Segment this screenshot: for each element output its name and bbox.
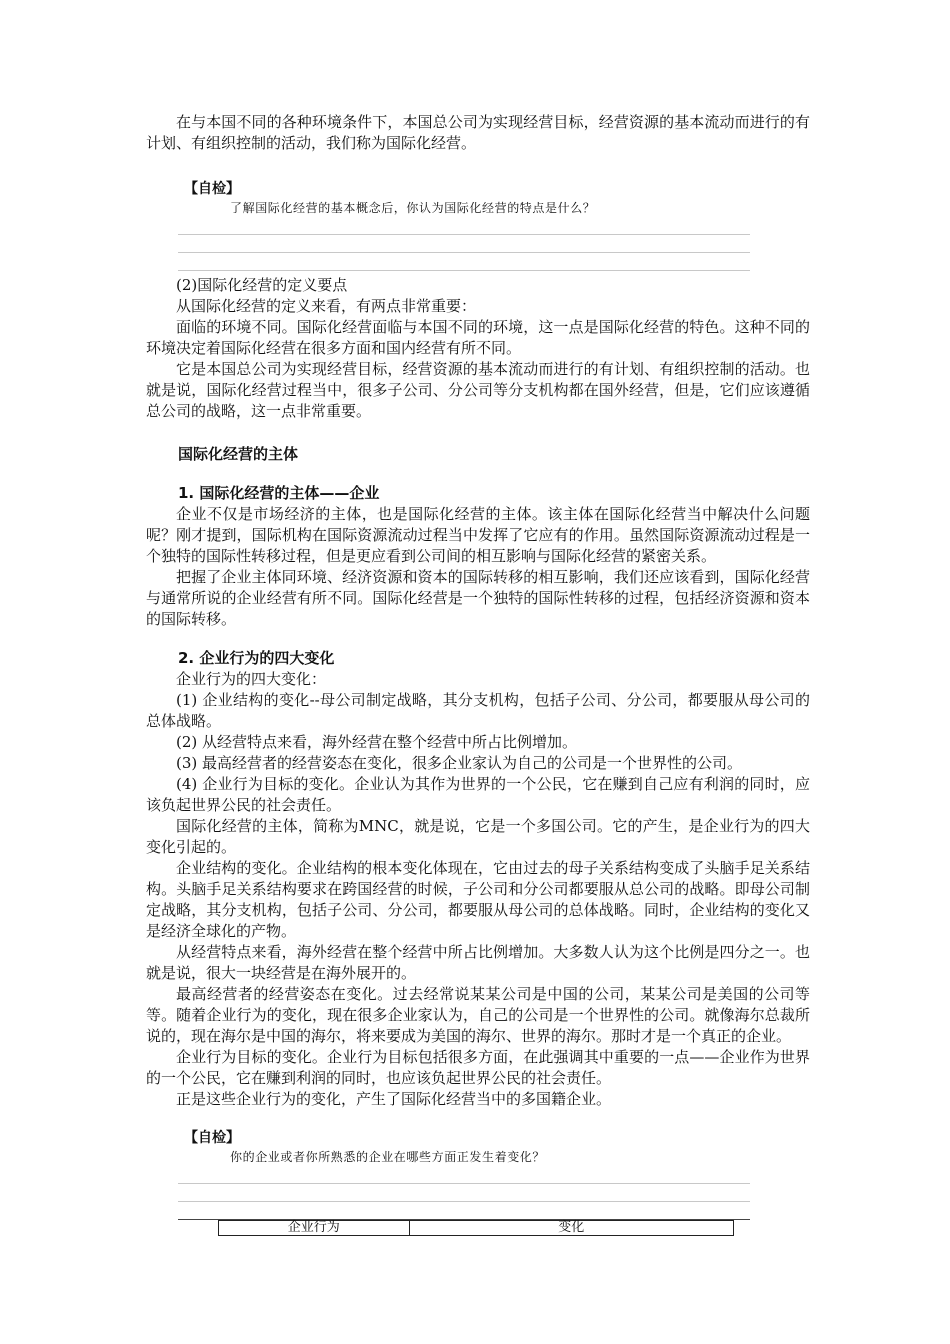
answer-lines[interactable] xyxy=(178,1166,750,1220)
table-header-row xyxy=(219,1221,734,1236)
list-item: (2) 从经营特点来看，海外经营在整个经营中所占比例增加。 xyxy=(176,733,578,751)
selfcheck-title: 【自检】 xyxy=(184,1130,240,1146)
definition-title: (2)国际化经营的定义要点 xyxy=(176,276,348,294)
definition-point: 它是本国总公司为实现经营目标，经营资源的基本流动而进行的有计划、有组织控制的活动。也就是说，国际化经营过程当中，很多子公司、分公司等分支机构都在国外经营，但是，它们应该遵循总公司的战略，这一点非常重要。 xyxy=(146,360,810,420)
paragraph: 企业行为目标的变化。企业行为目标包括很多方面，在此强调其中重要的一点——企业作为世界的一个公民，它在赚到利润的同时，也应该负起世界公民的社会责任。 xyxy=(146,1048,810,1087)
answer-line[interactable] xyxy=(178,253,750,271)
answer-line[interactable] xyxy=(178,1166,750,1184)
paragraph: 国际化经营的主体，简称为MNC，就是说，它是一个多国公司。它的产生，是企业行为的四大变化引起的。 xyxy=(146,817,810,856)
selfcheck-question: 你的企业或者你所熟悉的企业在哪些方面正发生着变化？ xyxy=(230,1150,546,1164)
paragraph: 企业不仅是市场经济的主体，也是国际化经营的主体。该主体在国际化经营当中解决什么问题呢？刚才提到，国际机构在国际资源流动过程当中发挥了它应有的作用。虽然国际资源流动过程是一个独特的国际性转移过程，但是更应看到公司间的相互影响与国际化经营的紧密关系。 xyxy=(146,505,810,565)
list-item: (1) 企业结构的变化--母公司制定战略，其分支机构，包括子公司、分公司，都要服从母公司的总体战略。 xyxy=(146,691,810,730)
paragraph: 正是这些企业行为的变化，产生了国际化经营当中的多国籍企业。 xyxy=(176,1090,612,1108)
list-item: (4) 企业行为目标的变化。企业认为其作为世界的一个公民，它在赚到自己应有利润的同时，应该负起世界公民的社会责任。 xyxy=(146,775,810,814)
subsection-heading: 1. 国际化经营的主体——企业 xyxy=(178,484,380,502)
answer-lines[interactable] xyxy=(178,217,750,271)
list-item: (3) 最高经营者的经营姿态在变化，很多企业家认为自己的公司是一个世界性的公司。 xyxy=(176,754,743,772)
definition-point: 面临的环境不同。国际化经营面临与本国不同的环境，这一点是国际化经营的特色。这种不同的环境决定着国际化经营在很多方面和国内经营有所不同。 xyxy=(146,318,810,357)
intro-paragraph: 在与本国不同的各种环境条件下，本国总公司为实现经营目标，经营资源的基本流动而进行的有计划、有组织控制的活动，我们称为国际化经营。 xyxy=(146,113,810,152)
answer-line[interactable] xyxy=(178,235,750,253)
paragraph: 把握了企业主体同环境、经济资源和资本的国际转移的相互影响，我们还应该看到，国际化经营与通常所说的企业经营有所不同。国际化经营是一个独特的国际性转移的过程，包括经济资源和资本的国际转移。 xyxy=(146,568,810,628)
definition-lead: 从国际化经营的定义来看，有两点非常重要： xyxy=(176,297,477,315)
section-heading: 国际化经营的主体 xyxy=(178,445,299,463)
paragraph: 企业结构的变化。企业结构的根本变化体现在，它由过去的母子关系结构变成了头脑手足关系结构。头脑手足关系结构要求在跨国经营的时候，子公司和分公司都要服从总公司的战略。即母公司制定战略，其分支机构，包括子公司、分公司，都要服从母公司的总体战略。同时，企业结构的变化又是经济全球化的产物。 xyxy=(146,859,810,940)
answer-line[interactable] xyxy=(178,1184,750,1202)
change-table xyxy=(218,1220,734,1236)
table-header-behavior: 企业行为 xyxy=(219,1221,410,1236)
answer-line[interactable] xyxy=(178,1202,750,1220)
table-header-change: 变化 xyxy=(409,1221,733,1236)
selfcheck-title: 【自检】 xyxy=(184,181,240,197)
answer-line[interactable] xyxy=(178,217,750,235)
document-page xyxy=(146,112,810,1236)
paragraph: 从经营特点来看，海外经营在整个经营中所占比例增加。大多数人认为这个比例是四分之一。也就是说，很大一块经营是在海外展开的。 xyxy=(146,943,810,982)
subsection-heading: 2. 企业行为的四大变化 xyxy=(178,649,335,667)
paragraph: 最高经营者的经营姿态在变化。过去经常说某某公司是中国的公司，某某公司是美国的公司等等。随着企业行为的变化，现在很多企业家认为，自己的公司是一个世界性的公司。就像海尔总裁所说的，现在海尔是中国的海尔，将来要成为美国的海尔、世界的海尔。那时才是一个真正的企业。 xyxy=(146,985,810,1045)
paragraph: 企业行为的四大变化： xyxy=(176,670,327,688)
selfcheck-question: 了解国际化经营的基本概念后，你认为国际化经营的特点是什么？ xyxy=(230,201,596,215)
